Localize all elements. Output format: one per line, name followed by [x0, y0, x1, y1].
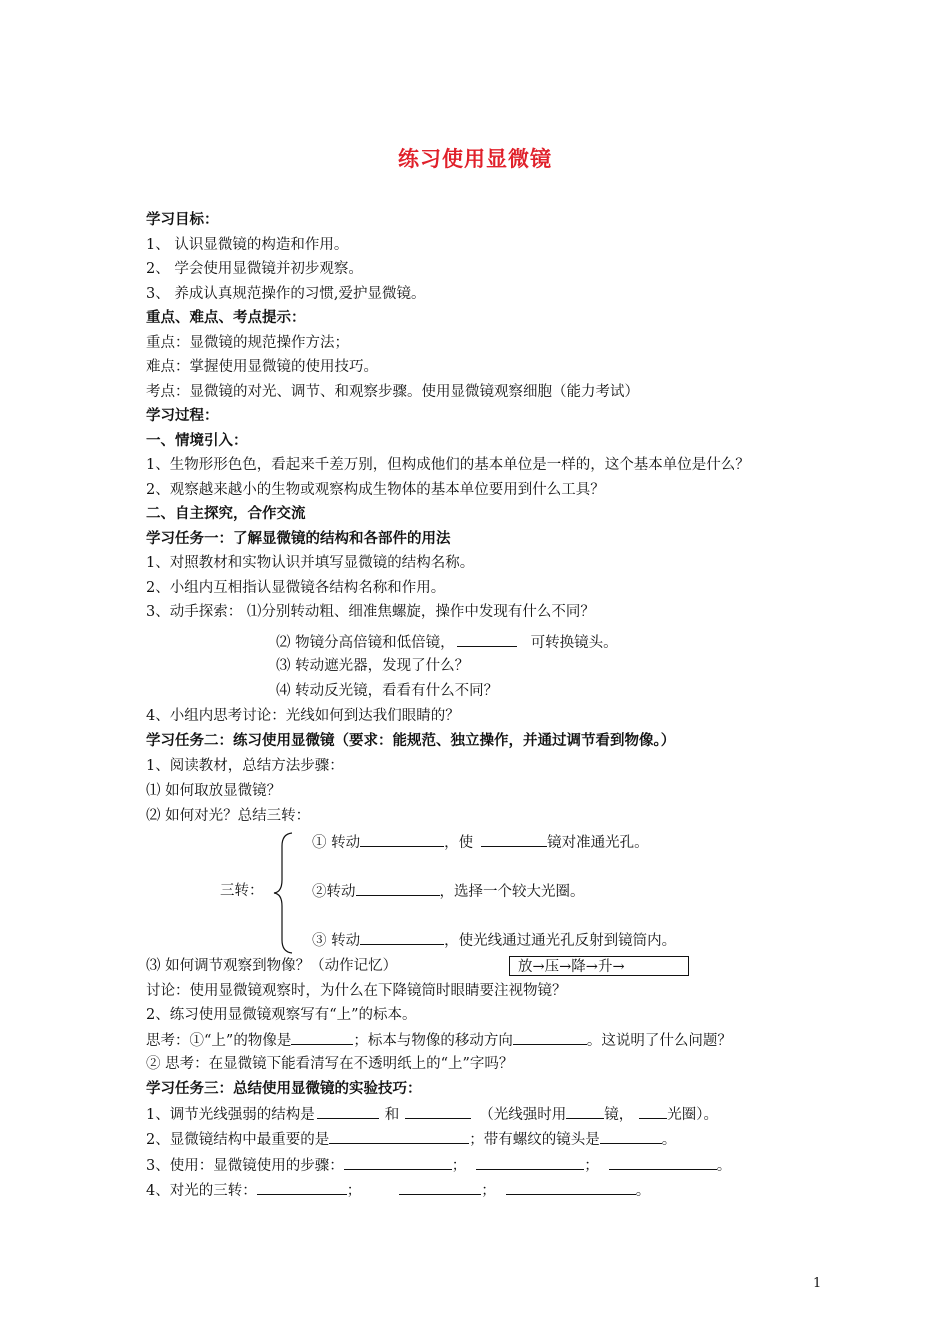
question-3-text-c: ；: [584, 1158, 599, 1174]
text-line: 4、小组内思考讨论：光线如何到达我们眼睛的？: [146, 708, 460, 724]
blank: [399, 1180, 481, 1195]
question-3: [146, 1155, 731, 1176]
subitem-4: ⑷ 转动反光镜，看看有什么不同？: [276, 683, 499, 699]
turn-3-text-a: ③ 转动: [312, 933, 361, 949]
blank: [566, 1104, 604, 1119]
turn-1-text-c: 镜对准通光孔。: [547, 835, 649, 851]
page-number: 1: [813, 1276, 822, 1291]
blank: [329, 1129, 469, 1144]
text-line: 1、生物形形色色，看起来千差万别，但构成他们的基本单位是一样的，这个基本单位是什么？: [146, 457, 750, 473]
blank: [291, 1030, 353, 1045]
question-4-text-b: ；: [346, 1183, 362, 1199]
think-1: [146, 1030, 732, 1051]
steps-box: 放→压→降→升→: [509, 956, 689, 976]
three-turns-label: 三转：: [220, 883, 264, 899]
turn-3-text-b: ，使光线通过通光孔反射到镜筒内。: [444, 933, 677, 949]
subitem-2-text-b: 可转换镜头。: [530, 635, 618, 651]
blank: [600, 1129, 662, 1144]
blank: [639, 1104, 667, 1119]
blank: [360, 832, 444, 847]
question-1: [146, 1104, 718, 1125]
blank: [317, 1104, 379, 1119]
question-2: [146, 1129, 676, 1150]
text-line: 3、动手探索： ⑴分别转动粗、细准焦螺旋，操作中发现有什么不同？: [146, 604, 595, 620]
page-title: 练习使用显微镜: [398, 147, 552, 171]
question-2-text-b: ；带有螺纹的镜头是: [469, 1132, 600, 1148]
question-4-text-a: 4、对光的三转：: [146, 1183, 257, 1199]
section-heading: 学习过程：: [146, 408, 219, 424]
text-line: 1、 认识显微镜的构造和作用。: [146, 236, 349, 253]
question-1-text-a: 1、调节光线强弱的结构是: [146, 1107, 315, 1123]
text-line: 难点：掌握使用显微镜的使用技巧。: [146, 359, 378, 375]
section-heading: 二、自主探究，合作交流: [146, 506, 306, 522]
turn-1: [312, 832, 649, 853]
turn-2-text-a: ②转动: [312, 884, 356, 900]
turn-2: [312, 881, 585, 902]
blank: [405, 1104, 471, 1119]
think-1-text-a: 思考：①“上”的物像是: [146, 1033, 292, 1049]
turn-1-text-a: ① 转动: [312, 835, 361, 851]
think-1-text-c: 。这说明了什么问题？: [586, 1033, 732, 1049]
subitem-3: ⑶ 转动遮光器，发现了什么？: [276, 658, 470, 674]
question-3-text-b: ；: [451, 1158, 467, 1174]
text-line: 重点：显微镜的规范操作方法；: [146, 334, 349, 351]
text-line: ⑵ 如何对光？总结三转：: [146, 808, 311, 824]
question-2-text-c: 。: [661, 1132, 677, 1148]
subitem-2-text: ⑵ 物镜分高倍镜和低倍镜，: [276, 635, 455, 651]
blank: [257, 1180, 347, 1195]
adjust-question: ⑶ 如何调节观察到物像？（动作记忆）: [146, 958, 398, 974]
blank: [506, 1180, 636, 1195]
turn-3: [312, 930, 676, 951]
blank: [513, 1030, 587, 1045]
text-line: ⑴ 如何取放显微镜？: [146, 783, 282, 799]
question-1-text-b: 和: [384, 1107, 400, 1123]
blank: [609, 1155, 717, 1170]
question-4-text-d: 。: [635, 1183, 651, 1199]
question-3-text-d: 。: [716, 1158, 732, 1174]
blank: [360, 930, 444, 945]
question-1-text-d: 镜，: [604, 1107, 634, 1123]
turn-2-text-b: ，选择一个较大光圈。: [439, 884, 585, 900]
text-line: 2、 学会使用显微镜并初步观察。: [146, 261, 363, 277]
section-heading: 重点、难点、考点提示：: [146, 310, 306, 326]
text-line: 考点：显微镜的对光、调节、和观察步骤。使用显微镜观察细胞（能力考试）: [146, 383, 639, 400]
discussion-line: 讨论：使用显微镜观察时，为什么在下降镜筒时眼睛要注视物镜？: [146, 983, 567, 999]
section-heading: 学习任务二：练习使用显微镜（要求：能规范、独立操作，并通过调节看到物像。）: [146, 733, 676, 749]
turn-1-text-b: ，使: [444, 835, 474, 851]
text-line: 2、小组内互相指认显微镜各结构名称和作用。: [146, 579, 446, 596]
question-1-text-e: 光圈）。: [667, 1107, 718, 1123]
question-2-text-a: 2、显微镜结构中最重要的是: [146, 1132, 330, 1148]
blank: [481, 832, 547, 847]
text-line: 1、阅读教材，总结方法步骤：: [146, 758, 344, 774]
text-line: 1、对照教材和实物认识并填写显微镜的结构名称。: [146, 555, 475, 571]
brace-icon: [272, 832, 294, 954]
blank: [476, 1155, 584, 1170]
text-line: 2、观察越来越小的生物或观察构成生物体的基本单位要用到什么工具？: [146, 481, 605, 498]
blank: [457, 632, 517, 647]
section-heading: 一、情境引入：: [146, 432, 248, 449]
text-line: 3、 养成认真规范操作的习惯,爱护显微镜。: [146, 285, 426, 302]
think-1-text-b: ；标本与物像的移动方向: [353, 1033, 513, 1049]
think-2: ② 思考：在显微镜下能看清写在不透明纸上的“上”字吗？: [146, 1056, 514, 1072]
section-heading: 学习目标：: [146, 212, 219, 228]
question-1-text-c: （光线强时用: [479, 1107, 567, 1123]
question-3-text-a: 3、使用：显微镜使用的步骤：: [146, 1158, 344, 1174]
blank: [356, 881, 440, 896]
practice-line: 2、练习使用显微镜观察写有“上”的标本。: [146, 1007, 417, 1023]
section-heading: 学习任务一：了解显微镜的结构和各部件的用法: [146, 530, 451, 547]
subitem-2: [276, 632, 618, 653]
question-4-text-c: ；: [481, 1183, 496, 1199]
blank: [344, 1155, 452, 1170]
task-3-heading: 学习任务三：总结使用显微镜的实验技巧：: [146, 1081, 422, 1097]
question-4: [146, 1180, 650, 1201]
